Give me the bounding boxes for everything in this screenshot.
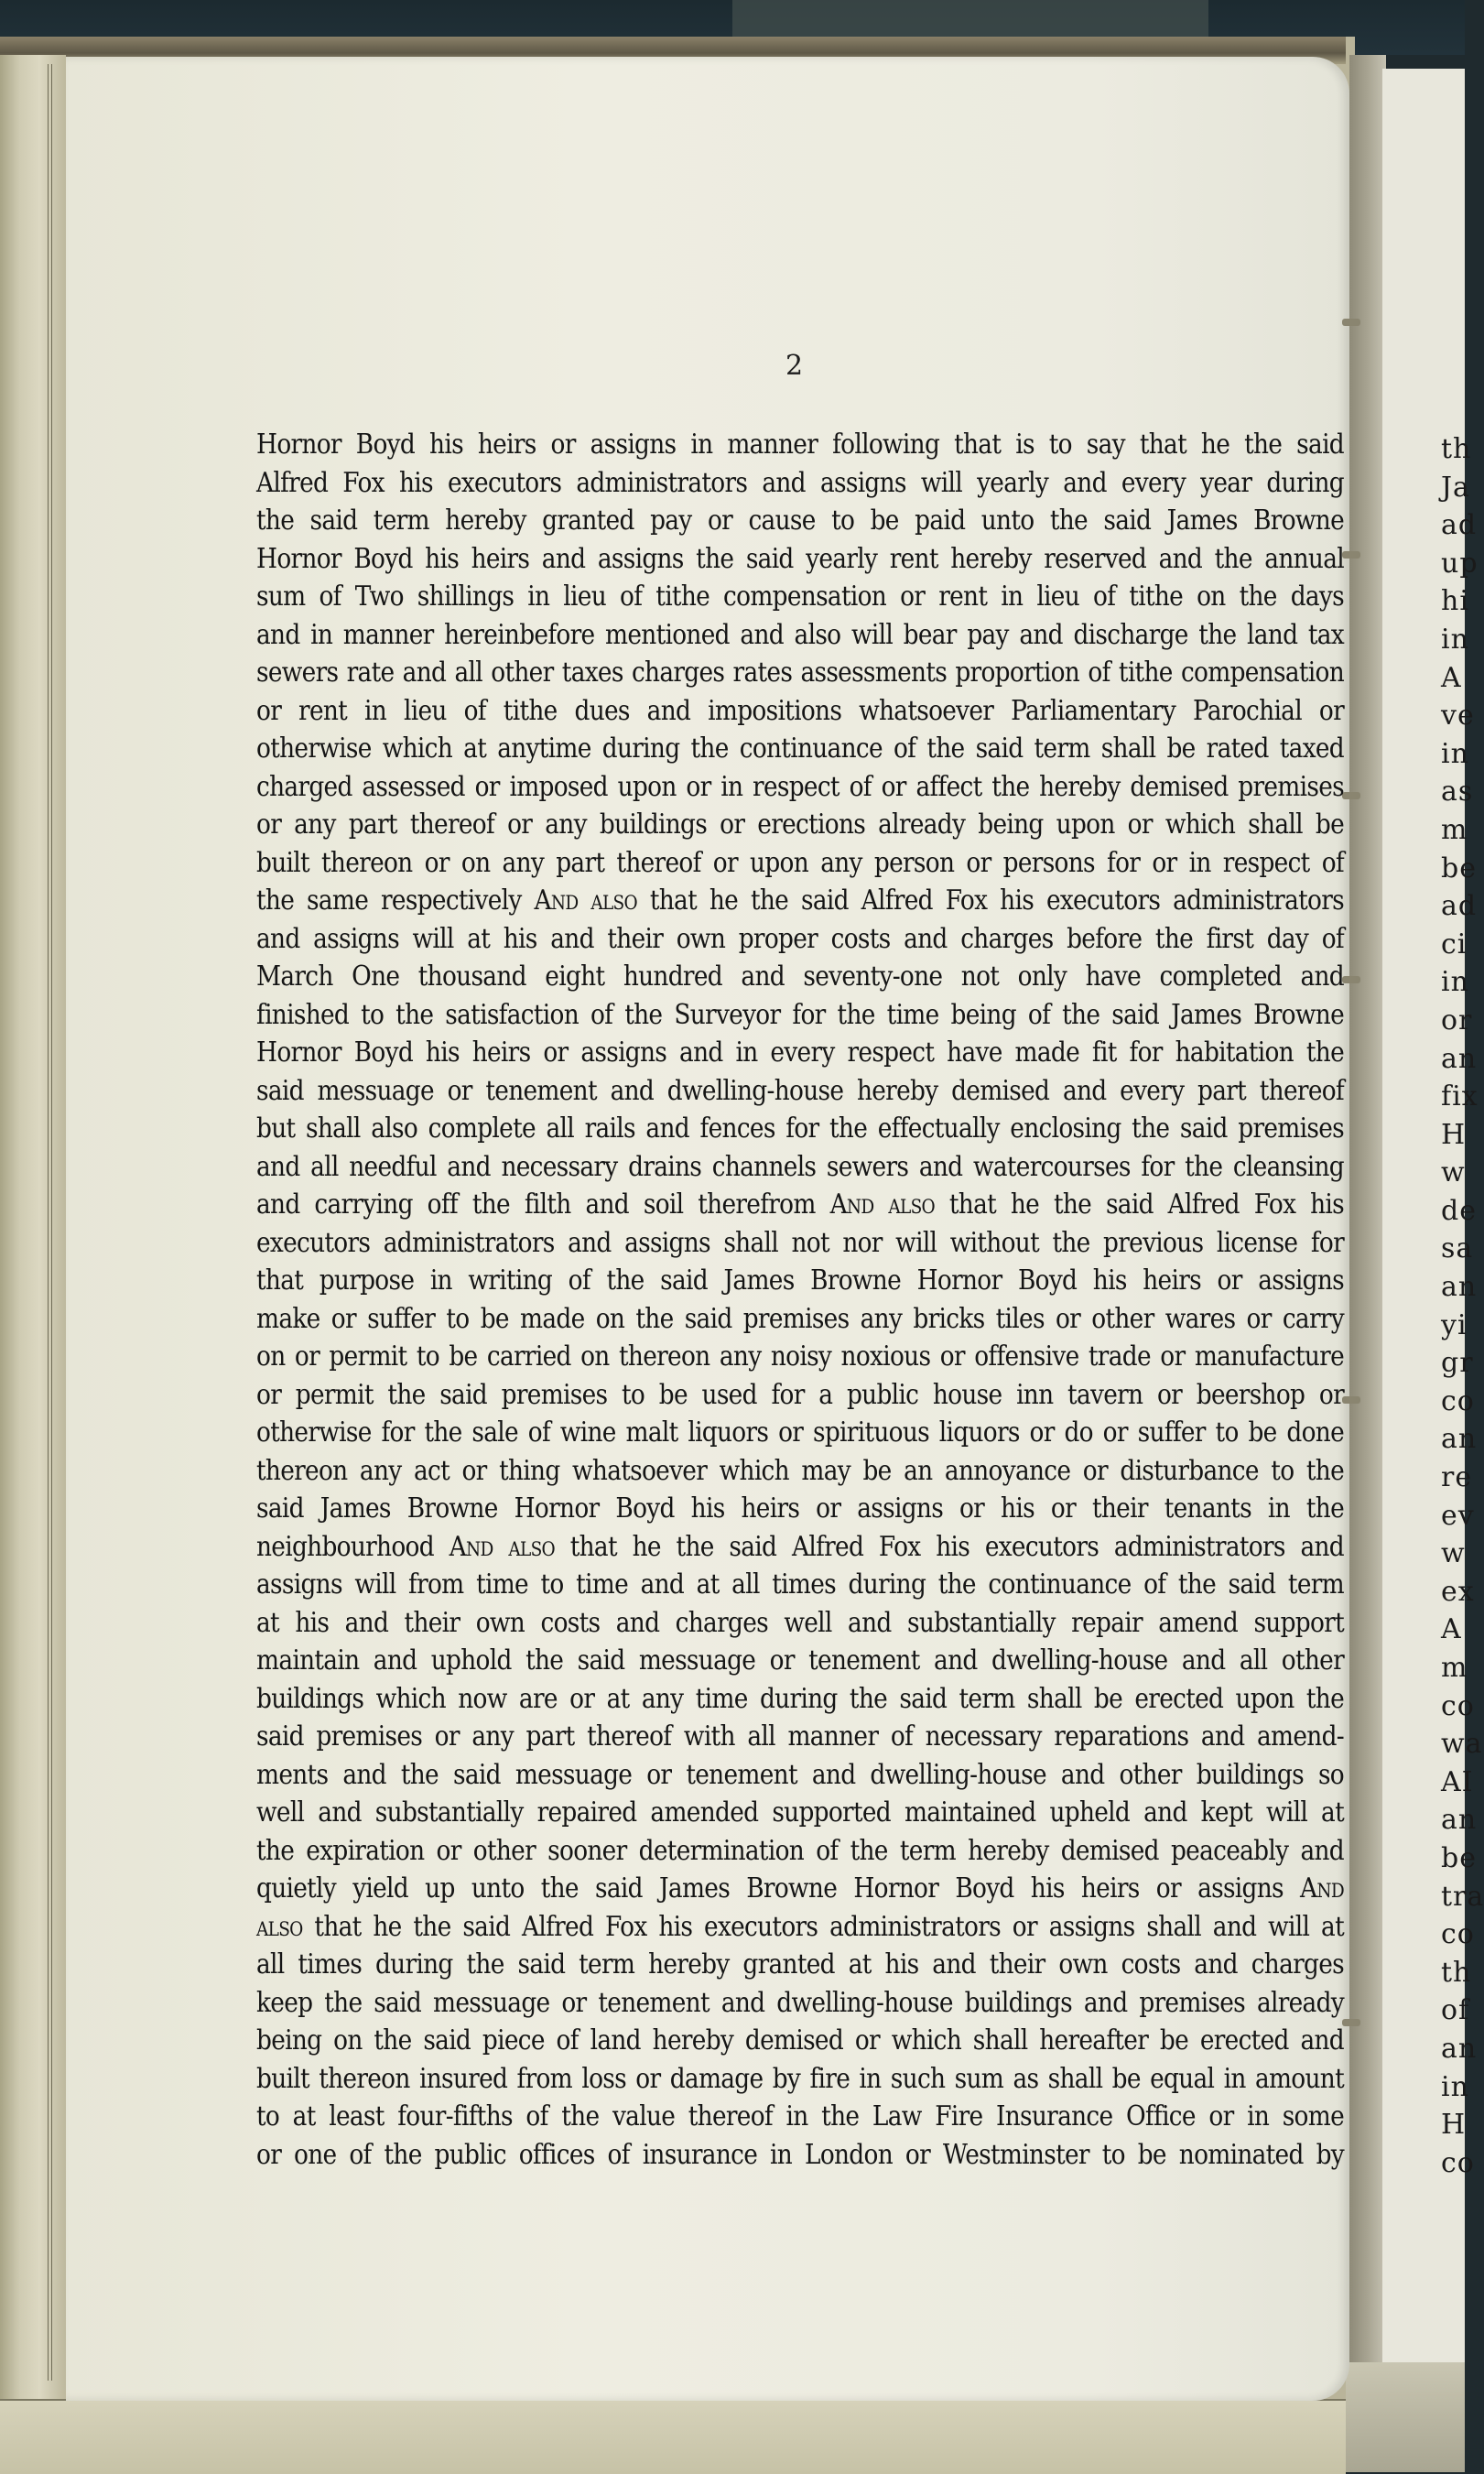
text-line: executors administrators and assigns shall not nor will without the previous license for — [256, 1226, 1344, 1259]
text-line: maintain and uphold the said messuage or tenement and dwelling-house and all other — [256, 1644, 1344, 1676]
facing-line-fragment: or — [1441, 1004, 1473, 1036]
facing-line-fragment: ad — [1441, 890, 1478, 923]
text-line: otherwise for the sale of wine malt liquors or spirituous liquors or do or suffer to be done — [256, 1416, 1344, 1449]
text-line: buildings which now are or at any time during the said term shall be erected upon the — [256, 1682, 1344, 1715]
small-caps-phrase: And also — [449, 1530, 555, 1563]
text-line: Hornor Boyd his heirs and assigns the said yearly rent hereby reserved and the annual — [256, 542, 1344, 575]
facing-line-fragment: an — [1441, 1042, 1478, 1075]
small-caps-phrase: And also — [534, 884, 637, 917]
text-line: and assigns will at his and their own proper costs and charges before the first day of — [256, 922, 1344, 955]
text-line: built thereon or on any part thereof or upon any person or persons for or in respect of — [256, 846, 1344, 879]
facing-line-fragment: fix — [1441, 1080, 1479, 1113]
facing-page-bottom — [1346, 2362, 1465, 2472]
facing-line-fragment: m — [1441, 1652, 1468, 1684]
facing-line-fragment: AI — [1441, 1765, 1474, 1798]
document-body — [256, 426, 1344, 2174]
facing-line-fragment: ev — [1441, 1499, 1475, 1532]
text-line: finished to the satisfaction of the Surveyor for the time being of the said James Browne — [256, 998, 1344, 1031]
facing-line-fragment: A — [1441, 661, 1462, 694]
facing-line-fragment: hi — [1441, 585, 1469, 618]
text-line: said premises or any part thereof with all manner of necessary reparations and amend- — [256, 1720, 1344, 1752]
facing-line-fragment: up — [1441, 547, 1479, 580]
facing-line-fragment: tra — [1441, 1880, 1484, 1913]
facing-line-fragment: co — [1441, 1689, 1475, 1722]
text-line: assigns will from time to time and at all times during the continuance of the said term — [256, 1568, 1344, 1601]
text-line: and all needful and necessary drains channels sewers and watercourses for the cleansing — [256, 1150, 1344, 1183]
text-line: charged assessed or imposed upon or in respect of or affect the hereby demised premises — [256, 770, 1344, 803]
text-line: or permit the said premises to be used for a public house inn tavern or beershop or — [256, 1378, 1344, 1411]
text-line: otherwise which at anytime during the continuance of the said term shall be rated taxed — [256, 732, 1344, 765]
facing-line-fragment: be — [1441, 852, 1477, 884]
facing-line-fragment: yi — [1441, 1308, 1468, 1341]
facing-line-fragment: w — [1441, 1156, 1466, 1189]
facing-line-fragment: w — [1441, 1537, 1466, 1570]
facing-line-fragment: Ja — [1441, 471, 1470, 504]
page-number: 2 — [785, 350, 804, 382]
text-line: said messuage or tenement and dwelling-house hereby demised and every part thereof — [256, 1074, 1344, 1107]
binding-thread — [1342, 1396, 1360, 1404]
text-line: the same respectively And also that he the said Alfred Fox his executors administrators — [256, 884, 1344, 917]
page-stack-left — [0, 55, 66, 2454]
binding-thread — [1342, 976, 1360, 983]
text-line: the expiration or other sooner determination of the term hereby demised peaceably and — [256, 1834, 1344, 1867]
facing-line-fragment: gr — [1441, 1347, 1474, 1380]
facing-page-text — [1441, 430, 1484, 2182]
small-caps-phrase: And — [1300, 1872, 1344, 1904]
facing-line-fragment: an — [1441, 1804, 1478, 1837]
facing-line-fragment: sa — [1441, 1232, 1474, 1265]
facing-line-fragment: A — [1441, 1613, 1462, 1646]
facing-line-fragment: m — [1441, 813, 1468, 846]
text-line: that purpose in writing of the said James Browne Hornor Boyd his heirs or assigns — [256, 1264, 1344, 1297]
text-line: or one of the public offices of insurance in London or Westminster to be nominated by — [256, 2138, 1344, 2171]
facing-line-fragment: in — [1441, 737, 1469, 770]
facing-line-fragment: th — [1441, 433, 1472, 465]
text-line: said James Browne Hornor Boyd his heirs or assigns or his or their tenants in the — [256, 1492, 1344, 1525]
book-gutter — [1349, 55, 1386, 2472]
text-line: Alfred Fox his executors administrators and assigns will yearly and every year during — [256, 466, 1344, 499]
small-caps-phrase: And also — [829, 1188, 936, 1221]
text-line: built thereon insured from loss or damage by fire in such sum as shall be equal in amount — [256, 2062, 1344, 2095]
text-line: or any part thereof or any buildings or erections already being upon or which shall be — [256, 808, 1344, 841]
text-line: all times during the said term hereby granted at his and their own costs and charges — [256, 1948, 1344, 1980]
facing-line-fragment: co — [1441, 1384, 1475, 1417]
text-line: also that he the said Alfred Fox his executors administrators or assigns shall and will at — [256, 1910, 1344, 1943]
text-line: keep the said messuage or tenement and dwelling-house buildings and premises already — [256, 1986, 1344, 2019]
book-bottom-ledge — [0, 2399, 1346, 2474]
facing-line-fragment: in — [1441, 966, 1469, 999]
text-line: or rent in lieu of tithe dues and impositions whatsoever Parliamentary Parochial or — [256, 694, 1344, 727]
facing-line-fragment: ex — [1441, 1575, 1475, 1608]
text-line: and carrying off the filth and soil therefrom And also that he the said Alfred Fox his — [256, 1188, 1344, 1221]
text-line: to at least four-fifths of the value thereof in the Law Fire Insurance Office or in some — [256, 2100, 1344, 2132]
facing-line-fragment: co — [1441, 1918, 1475, 1951]
facing-line-fragment: an — [1441, 2032, 1478, 2065]
facing-line-fragment: wa — [1441, 1728, 1483, 1761]
facing-line-fragment: of — [1441, 1994, 1470, 2027]
facing-line-fragment: co — [1441, 2146, 1475, 2179]
text-line: Hornor Boyd his heirs or assigns in manner following that is to say that he the said — [256, 429, 1344, 461]
binding-thread — [1342, 792, 1360, 799]
facing-line-fragment: in — [1441, 2070, 1469, 2103]
text-line: on or permit to be carried on thereon any noisy noxious or offensive trade or manufacture — [256, 1340, 1344, 1373]
facing-line-fragment: an — [1441, 1271, 1478, 1304]
facing-line-fragment: re — [1441, 1461, 1473, 1494]
text-line: thereon any act or thing whatsoever which may be an annoyance or disturbance to the — [256, 1454, 1344, 1487]
text-line: but shall also complete all rails and fences for the effectually enclosing the said premises — [256, 1112, 1344, 1145]
facing-line-fragment: ad — [1441, 509, 1478, 542]
facing-line-fragment: de — [1441, 1194, 1477, 1227]
facing-line-fragment: ve — [1441, 700, 1475, 732]
binding-thread — [1342, 319, 1360, 326]
text-line: sewers rate and all other taxes charges rates assessments proportion of tithe compensation — [256, 656, 1344, 689]
facing-line-fragment: in — [1441, 623, 1469, 656]
facing-line-fragment: H — [1441, 2109, 1467, 2142]
text-line: being on the said piece of land hereby demised or which shall hereafter be erected and — [256, 2024, 1344, 2056]
text-line: the said term hereby granted pay or cause to be paid unto the said James Browne — [256, 505, 1344, 537]
binding-thread — [1342, 2019, 1360, 2026]
facing-line-fragment: an — [1441, 1423, 1478, 1456]
text-line: quietly yield up unto the said James Browne Hornor Boyd his heirs or assigns And — [256, 1872, 1344, 1904]
text-line: make or suffer to be made on the said premises any bricks tiles or other wares or carry — [256, 1302, 1344, 1335]
text-line: Hornor Boyd his heirs or assigns and in every respect have made fit for habitation the — [256, 1036, 1344, 1069]
facing-line-fragment: be — [1441, 1841, 1477, 1874]
text-line: at his and their own costs and charges well and substantially repair amend support — [256, 1606, 1344, 1639]
text-line: sum of Two shillings in lieu of tithe compensation or rent in lieu of tithe on the days — [256, 581, 1344, 613]
text-line: March One thousand eight hundred and seventy-one not only have completed and — [256, 960, 1344, 993]
cover-band — [732, 0, 1208, 41]
text-line: and in manner hereinbefore mentioned and also will bear pay and discharge the land tax — [256, 618, 1344, 651]
small-caps-phrase: also — [256, 1910, 303, 1943]
facing-line-fragment: H — [1441, 1118, 1467, 1151]
text-line: ments and the said messuage or tenement and dwelling-house and other buildings so — [256, 1758, 1344, 1791]
facing-line-fragment: ci — [1441, 928, 1468, 960]
text-line: neighbourhood And also that he the said Alfred Fox his executors administrators and — [256, 1530, 1344, 1563]
facing-line-fragment: th — [1441, 1956, 1472, 1989]
binding-thread — [1342, 551, 1360, 559]
facing-line-fragment: as — [1441, 776, 1474, 808]
text-line: well and substantially repaired amended supported maintained upheld and kept will at — [256, 1796, 1344, 1828]
